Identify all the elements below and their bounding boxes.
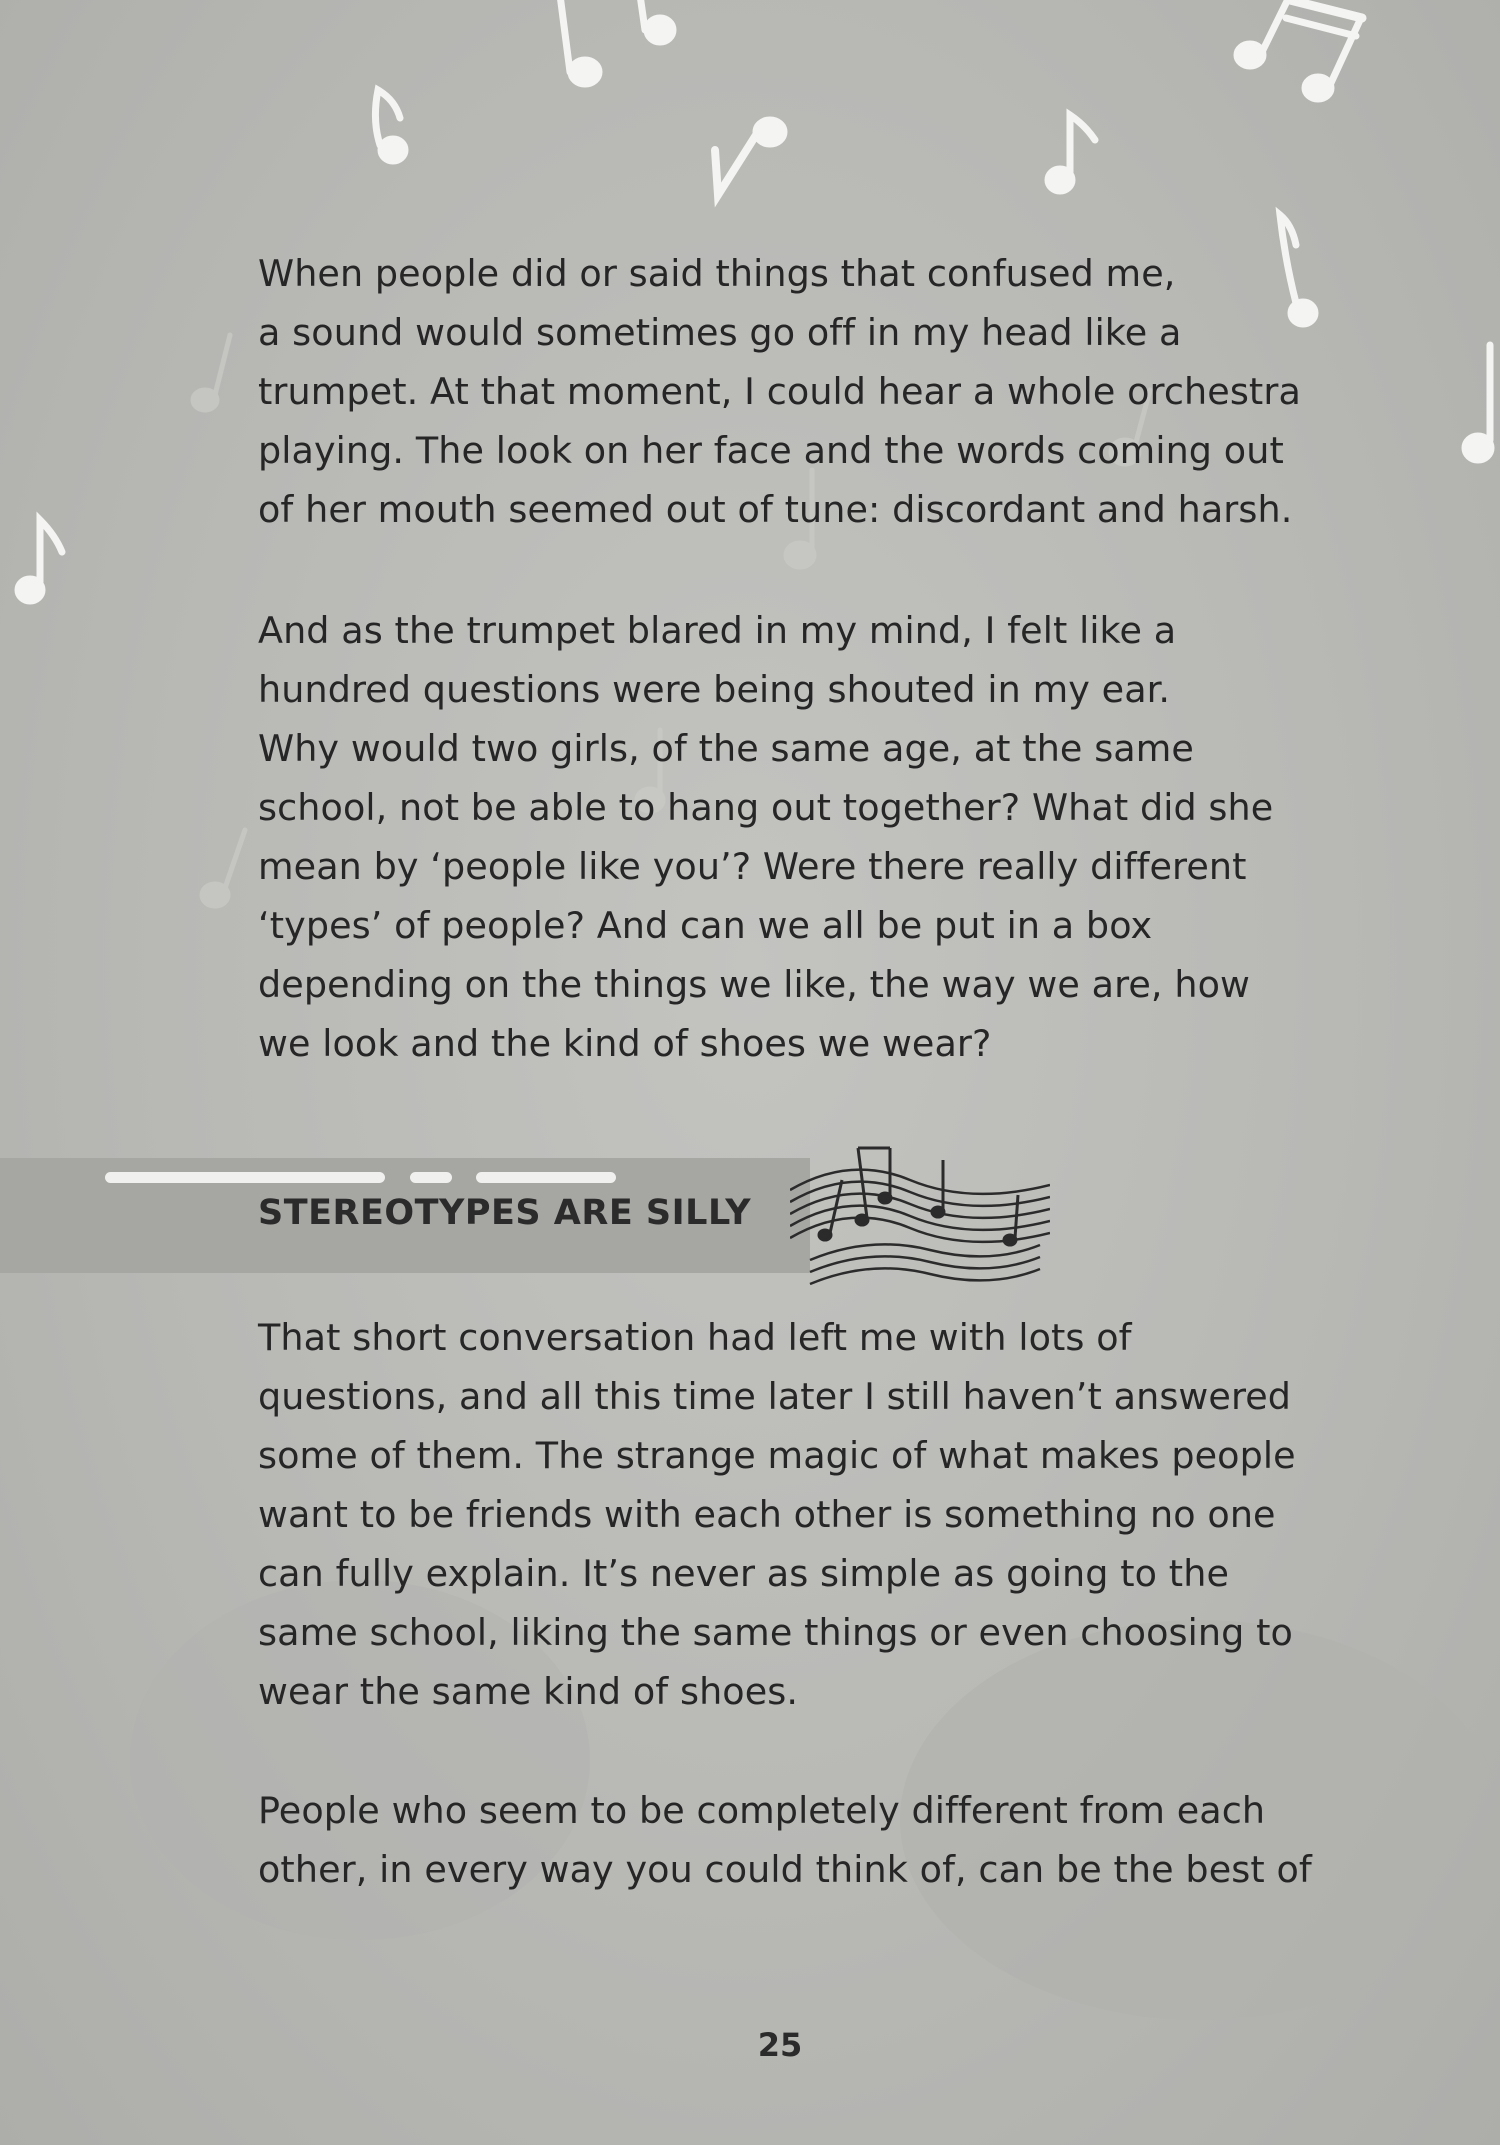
text-line: wear the same kind of shoes. — [258, 1670, 799, 1713]
text-line: other, in every way you could think of, can be the best of — [258, 1848, 1312, 1891]
section-heading: STEREOTYPES ARE SILLY — [258, 1193, 752, 1233]
text-line: of her mouth seemed out of tune: discordant and harsh. — [258, 488, 1293, 531]
text-line: we look and the kind of shoes we wear? — [258, 1022, 992, 1065]
text-line: trumpet. At that moment, I could hear a whole orchestra — [258, 370, 1301, 413]
text-line: And as the trumpet blared in my mind, I felt like a — [258, 609, 1177, 652]
text-line: hundred questions were being shouted in my ear. — [258, 668, 1171, 711]
text-line: ‘types’ of people? And can we all be put in a box — [258, 904, 1153, 947]
text-line: can fully explain. It’s never as simple as going to the — [258, 1552, 1230, 1595]
heading-rule — [105, 1172, 385, 1183]
eighth-note-icon — [15, 520, 62, 604]
text-line: want to be friends with each other is something no one — [258, 1493, 1276, 1536]
text-line: playing. The look on her face and the words coming out — [258, 429, 1284, 472]
heading-rule — [476, 1172, 616, 1183]
beamed-notes-icon — [1234, 0, 1362, 102]
text-line: Why would two girls, of the same age, at the same — [258, 727, 1194, 770]
text-line: When people did or said things that confused me, — [258, 252, 1176, 295]
body-paragraph — [258, 1308, 1338, 1721]
text-line: some of them. The strange magic of what makes people — [258, 1434, 1296, 1477]
text-line: school, not be able to hang out together? What did she — [258, 786, 1274, 829]
body-paragraph — [258, 244, 1338, 539]
body-paragraph — [258, 601, 1338, 1073]
eighth-note-icon — [1045, 115, 1095, 194]
heading-rule — [410, 1172, 452, 1183]
text-line: mean by ‘people like you’? Were there really different — [258, 845, 1247, 888]
music-staff-icon — [790, 1140, 1050, 1300]
eighth-note-icon — [715, 117, 787, 195]
text-line: People who seem to be completely different from each — [258, 1789, 1266, 1832]
eighth-note-icon — [1462, 345, 1494, 463]
eighth-note-icon — [560, 0, 676, 87]
text-line: That short conversation had left me with lots of — [258, 1316, 1132, 1359]
text-line: same school, liking the same things or even choosing to — [258, 1611, 1293, 1654]
body-paragraph — [258, 1781, 1338, 1899]
text-line: questions, and all this time later I still haven’t answered — [258, 1375, 1292, 1418]
text-line: depending on the things we like, the way we are, how — [258, 963, 1250, 1006]
page-number: 25 — [757, 2026, 803, 2064]
eighth-note-icon — [375, 90, 408, 164]
text-line: a sound would sometimes go off in my head like a — [258, 311, 1182, 354]
